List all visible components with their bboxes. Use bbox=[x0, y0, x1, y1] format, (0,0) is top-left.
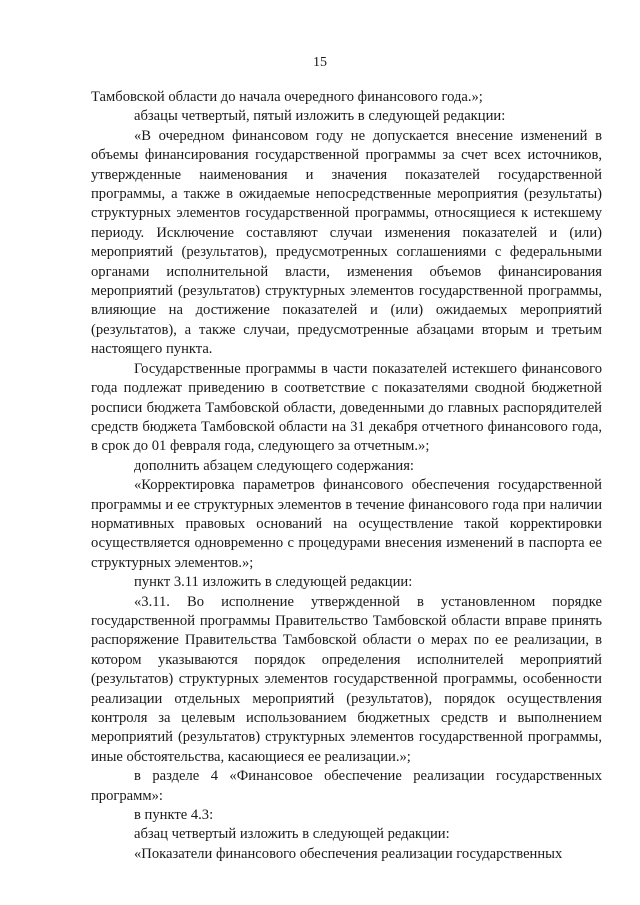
paragraph: «3.11. Во исполнение утвержденной в установленном порядке государственной программы Правительство Тамбовской области вправе принять распоряжение Правительства Тамбовской области о мерах по ее реализации, в котором указываются порядок определения исполнителей мероприятий (результатов) структурных элементов государственной программы, особенности реализации отдельных мероприятий (результатов), порядок осуществления контроля за целевым использованием бюджетных средств и выполнением мероприятий (результатов) структурных элементов государственной программы, иные обстоятельства, касающиеся ее реализации.»; bbox=[91, 593, 602, 765]
paragraph: абзац четвертый изложить в следующей редакции: bbox=[134, 826, 450, 843]
paragraph: дополнить абзацем следующего содержания: bbox=[134, 457, 414, 474]
paragraph: «Показатели финансового обеспечения реализации государственных bbox=[134, 845, 563, 862]
paragraph: Государственные программы в части показателей истекшего финансового года подлежат приведению в соответствие с показателями сводной бюджетной росписи бюджета Тамбовской области, доведенными до главных распорядителей средств бюджета Тамбовской области на 31 декабря отчетного финансового года, в срок до 01 февраля года, следующего за отчетным.»; bbox=[91, 360, 602, 455]
paragraph: «Корректировка параметров финансового обеспечения государственной программы и ее структурных элементов в течение финансового года при наличии нормативных правовых оснований на осуществление такой корректировки осуществляется одновременно с процедурами внесения изменений в паспорта ее структурных элементов.»; bbox=[91, 477, 602, 571]
document-body bbox=[91, 88, 602, 864]
paragraph: в пункте 4.3: bbox=[134, 807, 214, 824]
paragraph: Тамбовской области до начала очередного финансового года.»; bbox=[91, 89, 483, 105]
paragraph: пункт 3.11 изложить в следующей редакции: bbox=[134, 574, 413, 591]
page-number: 15 bbox=[313, 55, 327, 70]
paragraph: абзацы четвертый, пятый изложить в следующей редакции: bbox=[134, 108, 506, 125]
paragraph: в разделе 4 «Финансовое обеспечение реализации государственных программ»: bbox=[91, 768, 602, 804]
paragraph: «В очередном финансовом году не допускается внесение изменений в объемы финансирования государственной программы за счет всех источников, утвержденные наименования и значения показателей государственной программы, а также в ожидаемые непосредственные мероприятия (результаты) структурных элементов государственной программы, относящиеся к истекшему периоду. Исключение составляют случаи изменения показателей и (или) мероприятий (результатов), предусмотренных соглашениями с федеральными органами исполнительной власти, изменения объемов финансирования мероприятий (результатов) структурных элементов государственной программы, влияющие на достижение показателей и (или) ожидаемых мероприятий (результатов), а также случаи, предусмотренные абзацами вторым и третьим настоящего пункта. bbox=[91, 127, 602, 358]
